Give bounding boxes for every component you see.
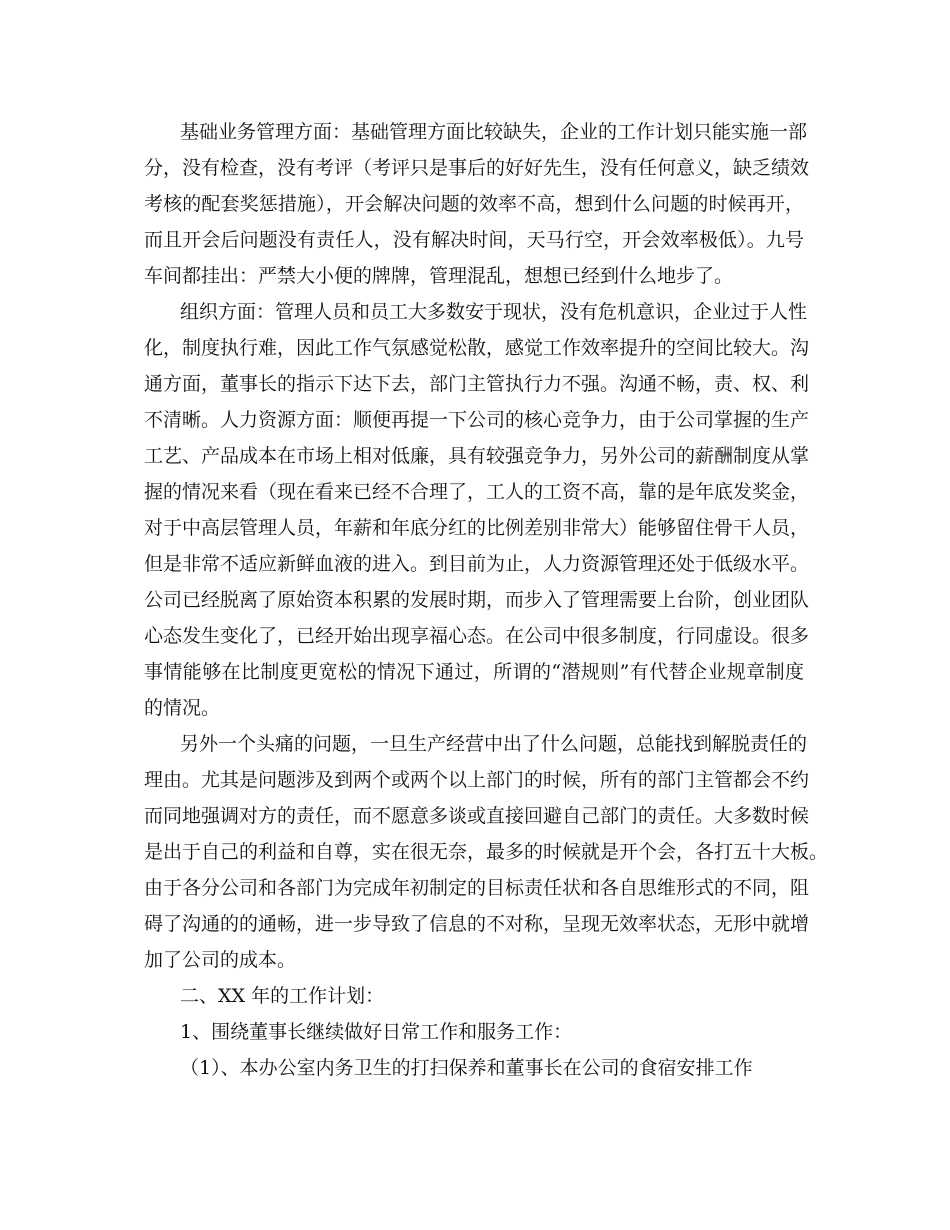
paragraph-line: 但是非常不适应新鲜血液的进入。到目前为止，人力资源管理还处于低级水平。	[144, 553, 810, 575]
paragraph-line: 对于中高层管理人员，年薪和年底分红的比例差别非常大）能够留住骨干人员，	[144, 517, 810, 539]
paragraph-line: 车间都挂出：严禁大小便的牌牌，管理混乱，想想已经到什么地步了。	[144, 265, 734, 287]
paragraph-basic-management	[144, 114, 810, 294]
list-item-daily-work	[144, 1014, 804, 1050]
paragraph-line: 加了公司的成本。	[144, 949, 297, 971]
paragraph-line: 公司已经脱离了原始资本积累的发展时期，而步入了管理需要上台阶，创业团队	[144, 589, 810, 611]
paragraph-line: 心态发生变化了，已经开始出现享福心态。在公司中很多制度，行同虚设。很多	[144, 625, 810, 647]
paragraph-line: 而同地强调对方的责任，而不愿意多谈或直接回避自己部门的责任。大多数时候	[144, 805, 810, 827]
paragraph-line: 由于各分公司和各部门为完成年初制定的目标责任状和各自思维形式的不同，阻	[144, 877, 810, 899]
paragraph-line: 通方面，董事长的指示下达下去，部门主管执行力不强。沟通不畅，责、权、利	[144, 373, 810, 395]
section-heading-work-plan	[144, 978, 804, 1014]
paragraph-line: 理由。尤其是问题涉及到两个或两个以上部门的时候，所有的部门主管都会不约	[144, 769, 810, 791]
paragraph-line: 碍了沟通的的通畅，进一步导致了信息的不对称，呈现无效率状态，无形中就增	[144, 913, 810, 935]
list-subitem: （1）、本办公室内务卫生的打扫保养和董事长在公司的食宿安排工作	[180, 1057, 753, 1079]
paragraph-line: 而且开会后问题没有责任人，没有解决时间，天马行空，开会效率极低）。九号	[144, 229, 804, 251]
paragraph-line: 化，制度执行难，因此工作气氛感觉松散，感觉工作效率提升的空间比较大。沟	[144, 337, 810, 359]
paragraph-line: 考核的配套奖惩措施），开会解决问题的效率不高，想到什么问题的时候再开，	[144, 193, 804, 215]
paragraph-responsibility	[144, 726, 829, 978]
paragraph-line: 组织方面：管理人员和员工大多数安于现状，没有危机意识，企业过于人性	[180, 301, 808, 323]
paragraph-line: 工艺、产品成本在市场上相对低廉，具有较强竞争力，另外公司的薪酬制度从掌	[144, 445, 810, 467]
list-item: 1、围绕董事长继续做好日常工作和服务工作：	[180, 1021, 573, 1043]
paragraph-line: 基础业务管理方面：基础管理方面比较缺失，企业的工作计划只能实施一部	[180, 121, 808, 143]
section-heading: 二、XX 年的工作计划：	[180, 985, 385, 1007]
paragraph-line: 另外一个头痛的问题，一旦生产经营中出了什么问题，总能找到解脱责任的	[180, 733, 808, 755]
list-subitem-office-housekeeping	[144, 1050, 804, 1086]
paragraph-line: 事情能够在比制度更宽松的情况下通过，所谓的“潜规则”有代替企业规章制度	[144, 661, 804, 683]
paragraph-line: 是出于自己的利益和自尊，实在很无奈，最多的时候就是开个会，各打五十大板。	[144, 841, 829, 863]
paragraph-line: 的情况。	[144, 697, 221, 719]
paragraph-line: 分，没有检查，没有考评（考评只是事后的好好先生，没有任何意义，缺乏绩效	[144, 157, 810, 179]
paragraph-line: 握的情况来看（现在看来已经不合理了，工人的工资不高，靠的是年底发奖金，	[144, 481, 810, 503]
document-body	[144, 114, 829, 1086]
paragraph-organization	[144, 294, 810, 726]
paragraph-line: 不清晰。人力资源方面：顺便再提一下公司的核心竞争力，由于公司掌握的生产	[144, 409, 810, 431]
